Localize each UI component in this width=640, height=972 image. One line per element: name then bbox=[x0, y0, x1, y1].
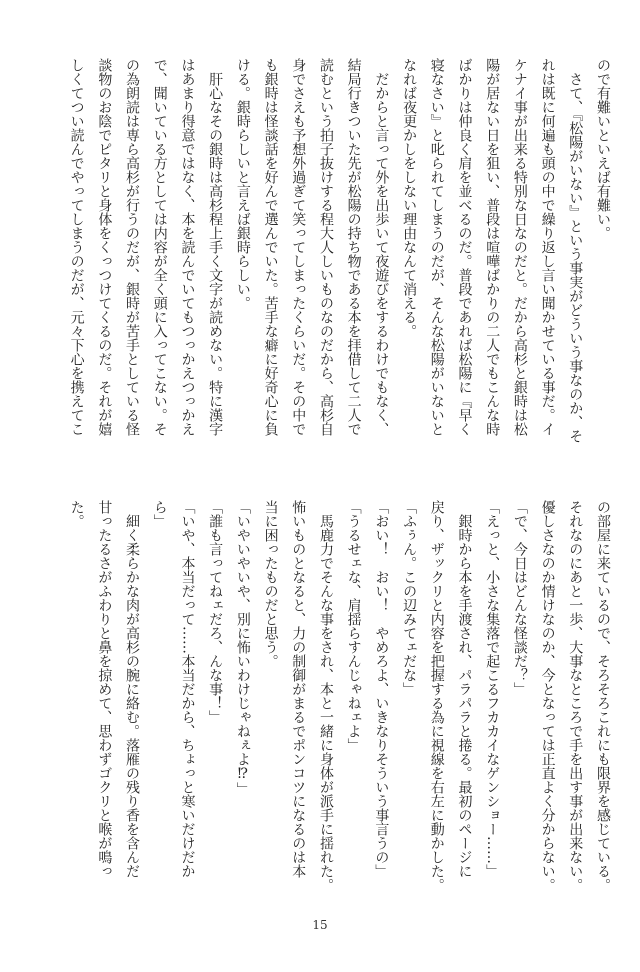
text-line: しくてつい読んでやってしまうのだが、元々下心を携えてこ bbox=[68, 58, 85, 436]
text-line: 談物のお陰でピタリと身体をくっつけてくるのだ。それが嬉 bbox=[96, 58, 113, 436]
text-line: 寝なさい』と叱られてしまうのだが、そんな松陽がいないと bbox=[428, 58, 445, 436]
text-line: ので有難いといえば有難い。 bbox=[595, 58, 611, 240]
text-line: はあまり得意ではなく、本を読んでいてもつっかえつっかえ bbox=[179, 58, 196, 436]
text-line: だからと言って外を出歩いて夜遊びをするわけでもなく、 bbox=[373, 58, 390, 436]
text-block-top bbox=[56, 58, 616, 464]
text-line: の為朗読は専ら高杉が行うのだが、銀時が苦手としている怪 bbox=[124, 58, 141, 436]
text-line: 銀時から本を手渡され、パラパラと捲る。最初のページに bbox=[456, 500, 473, 878]
text-line: た。 bbox=[68, 500, 85, 528]
text-line: れは既に何遍も頭の中で繰り返し言い聞かせている事だ。イ bbox=[539, 58, 556, 436]
text-block-bottom bbox=[56, 500, 616, 906]
text-line: で、聞いている方としては内容が全く頭に入ってこない。そ bbox=[151, 58, 168, 436]
text-line: 「で、今日はどんな怪談だ？」 bbox=[511, 500, 528, 696]
text-line: ら」 bbox=[151, 500, 168, 528]
text-line: 細く柔らかな肉が高杉の腕に絡む。落雁の残り香を含んだ bbox=[124, 500, 141, 878]
text-line: 「えっと、小さな集落で起こるフカカイなゲンショー……」 bbox=[484, 500, 501, 878]
text-line: 「ふぅん。この辺みてェだな」 bbox=[401, 500, 418, 696]
text-line: 優しさなのか情けなのか、今となっては正直よく分からない。 bbox=[539, 500, 556, 892]
text-line: 当に困ったものだと思う。 bbox=[262, 500, 279, 668]
text-line: も銀時は怪談話を好んで選んでいた。苦手な癖に好奇心に負 bbox=[262, 58, 279, 436]
text-line: 「うるせェな、肩揺らすんじゃねェよ」 bbox=[345, 500, 362, 752]
text-line: 身でさえも予想外過ぎて笑ってしまったくらいだ。その中で bbox=[290, 58, 307, 436]
text-line: 「いやいやいや、別に怖いわけじゃねぇよ⁉」 bbox=[234, 500, 251, 796]
text-line: 結局行きついた先が松陽の持ち物である本を拝借して二人で bbox=[345, 58, 362, 436]
page-number: 15 bbox=[312, 918, 328, 932]
text-line: 戻り、ザックリと内容を把握する為に視線を右左に動かした。 bbox=[428, 500, 445, 892]
text-line: 馬鹿力でそんな事をされ、本と一緒に身体が派手に揺れた。 bbox=[317, 500, 334, 892]
text-line: ケナイ事が出来る特別な日なのだと。だから高杉と銀時は松 bbox=[511, 58, 528, 436]
text-line: 甘ったるさがふわりと鼻を掠めて、思わずゴクリと喉が鳴っ bbox=[96, 500, 113, 878]
text-line: なれば夜更かしをしない理由なんて消える。 bbox=[401, 58, 418, 338]
text-line: 「おい！ おい！ やめろよ、いきなりそういう事言うの」 bbox=[373, 500, 390, 878]
text-line: さて、『松陽がいない』という事実がどういう事なのか、そ bbox=[567, 58, 584, 443]
text-line: それなのにあと一歩、大事なところで手を出す事が出来ない。 bbox=[567, 500, 584, 892]
text-line: の部屋に来ているので、そろそろこれにも限界を感じている。 bbox=[595, 500, 611, 892]
text-line: ばかりは仲良く肩を並べるのだ。普段であれば松陽に『早く bbox=[456, 58, 473, 436]
text-line: 陽が居ない日を狙い、普段は喧嘩ばかりの二人でもこんな時 bbox=[484, 58, 501, 436]
text-line: ける。銀時らしいと言えば銀時らしい。 bbox=[234, 58, 251, 310]
text-line: 怖いものとなると、力の制御がまるでポンコツになるのは本 bbox=[290, 500, 307, 878]
text-line: 読むという拍子抜けする程大人しいものなのだから、高杉自 bbox=[317, 58, 334, 436]
text-line: 「いや、本当だって……本当だから、ちょっと寒いだけだか bbox=[179, 500, 196, 878]
text-line: 「誰も言ってねェだろ、んな事！」 bbox=[207, 500, 224, 724]
text-line: 肝心なその銀時は高杉程上手く文字が読めない。特に漢字 bbox=[207, 58, 224, 436]
